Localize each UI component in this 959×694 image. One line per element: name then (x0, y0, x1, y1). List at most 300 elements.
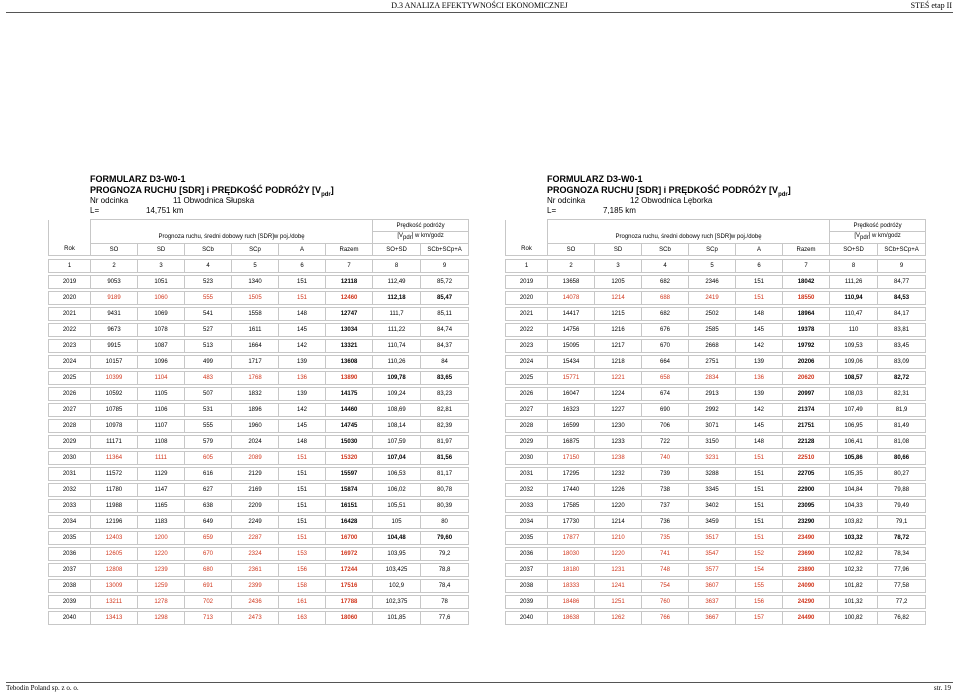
table-cell: 16151 (326, 500, 373, 513)
year-cell: 2032 (49, 484, 91, 497)
table-cell: 107,59 (373, 436, 421, 449)
table-cell: 85,47 (421, 292, 469, 305)
table-row (506, 276, 926, 289)
traffic-table (505, 219, 926, 625)
header-empty-cell (49, 220, 91, 232)
table-cell: 682 (642, 276, 689, 289)
table-cell: 1220 (138, 548, 185, 561)
table-cell: 18042 (783, 276, 830, 289)
table-row (49, 612, 469, 625)
section-length-row (48, 206, 468, 216)
table-cell: 76,82 (878, 612, 926, 625)
column-header: SCb+SCp+A (421, 244, 469, 256)
table-cell: 103,95 (373, 548, 421, 561)
table-cell: 19792 (783, 340, 830, 353)
table-cell: 2346 (689, 276, 736, 289)
table-cell: 78,8 (421, 564, 469, 577)
table-cell: 145 (736, 420, 783, 433)
table-cell: 82,72 (878, 372, 926, 385)
column-header: SO (91, 244, 138, 256)
table-cell: 82,39 (421, 420, 469, 433)
table-cell: 151 (279, 292, 326, 305)
table-cell: 1960 (232, 420, 279, 433)
table-row (506, 356, 926, 369)
year-cell: 2035 (49, 532, 91, 545)
table-row (49, 452, 469, 465)
table-cell: 16700 (326, 532, 373, 545)
table-cell: 1340 (232, 276, 279, 289)
table-cell: 163 (279, 612, 326, 625)
table-cell: 2249 (232, 516, 279, 529)
year-cell: 2038 (49, 580, 91, 593)
year-cell: 2032 (506, 484, 548, 497)
table-row (506, 292, 926, 305)
table-cell: 157 (736, 612, 783, 625)
table-row (506, 564, 926, 577)
year-cell: 2037 (49, 564, 91, 577)
table-cell: 108,69 (373, 404, 421, 417)
year-cell: 2030 (506, 452, 548, 465)
table-cell: 14745 (326, 420, 373, 433)
table-cell: 2502 (689, 308, 736, 321)
table-cell: 638 (185, 500, 232, 513)
year-cell: 2033 (506, 500, 548, 513)
header-row-names (506, 244, 926, 256)
year-cell: 2023 (506, 340, 548, 353)
table-cell: 81,97 (421, 436, 469, 449)
form-title-sdr: SDR (639, 185, 659, 195)
form-title-part: ] i PRĘDKOŚĆ PODRÓŻY [ (201, 185, 316, 195)
table-cell: 13034 (326, 324, 373, 337)
table-cell: 84,53 (878, 292, 926, 305)
column-header: A (736, 244, 783, 256)
table-cell: 151 (736, 292, 783, 305)
unit-part: [V (854, 233, 861, 240)
year-cell: 2038 (506, 580, 548, 593)
table-cell: 14417 (548, 308, 595, 321)
table-cell: 151 (736, 484, 783, 497)
unit-part: ] w km/godz (868, 233, 901, 240)
table-cell: 3231 (689, 452, 736, 465)
table-row (506, 452, 926, 465)
year-cell: 2040 (506, 612, 548, 625)
table-cell: 741 (642, 548, 689, 561)
table-cell: 139 (736, 388, 783, 401)
table-cell: 103,425 (373, 564, 421, 577)
table-row (49, 580, 469, 593)
form-title-part: ] i PRĘDKOŚĆ PODRÓŻY [ (658, 185, 773, 195)
year-cell: 2037 (506, 564, 548, 577)
year-cell: 2029 (506, 436, 548, 449)
table-cell: 82,31 (878, 388, 926, 401)
table-cell: 20997 (783, 388, 830, 401)
section-number-label: Nr odcinka (90, 196, 129, 205)
unit-part: [V (397, 233, 404, 240)
table-cell: 145 (736, 324, 783, 337)
year-cell: 2024 (49, 356, 91, 369)
table-cell: 136 (279, 372, 326, 385)
column-header: SCp (689, 244, 736, 256)
column-number: 8 (830, 260, 878, 273)
section-length-label: L= (547, 206, 557, 215)
table-cell: 1251 (595, 596, 642, 609)
table-cell: 77,58 (878, 580, 926, 593)
table-cell: 527 (185, 324, 232, 337)
table-cell: 3071 (689, 420, 736, 433)
table-cell: 13413 (91, 612, 138, 625)
table-cell: 2585 (689, 324, 736, 337)
table-cell: 108,14 (373, 420, 421, 433)
form-title-v: V (315, 185, 322, 195)
table-cell: 105,35 (830, 468, 878, 481)
table-cell: 1147 (138, 484, 185, 497)
unit-part: ] w km/godz (411, 233, 444, 240)
table-cell: 1078 (138, 324, 185, 337)
section-length-label: L= (90, 206, 100, 215)
table-cell: 1230 (595, 420, 642, 433)
table-cell: 139 (279, 388, 326, 401)
form-title (505, 185, 925, 196)
table-cell: 2419 (689, 292, 736, 305)
table-cell: 616 (185, 468, 232, 481)
unit-sub: pdr (403, 235, 412, 242)
year-cell: 2034 (506, 516, 548, 529)
table-row (506, 596, 926, 609)
table-cell: 151 (736, 452, 783, 465)
table-cell: 1259 (138, 580, 185, 593)
table-cell: 101,85 (373, 612, 421, 625)
table-cell: 82,81 (421, 404, 469, 417)
table-cell: 736 (642, 516, 689, 529)
form-title-sub: pdr (321, 191, 331, 198)
table-cell: 1231 (595, 564, 642, 577)
header-speed-unit (830, 232, 926, 244)
table-cell: 21751 (783, 420, 830, 433)
table-cell: 145 (279, 420, 326, 433)
table-cell: 2436 (232, 596, 279, 609)
table-cell: 659 (185, 532, 232, 545)
table-cell: 15030 (326, 436, 373, 449)
table-cell: 1051 (138, 276, 185, 289)
table-cell: 139 (736, 356, 783, 369)
column-header: Razem (783, 244, 830, 256)
table-cell: 1558 (232, 308, 279, 321)
table-cell: 151 (279, 468, 326, 481)
table-row (49, 532, 469, 545)
table-cell: 3577 (689, 564, 736, 577)
column-header-rok: Rok (506, 244, 548, 256)
table-cell: 1165 (138, 500, 185, 513)
table-cell: 541 (185, 308, 232, 321)
table-cell: 2992 (689, 404, 736, 417)
table-cell: 13321 (326, 340, 373, 353)
table-cell: 18030 (548, 548, 595, 561)
table-cell: 13890 (326, 372, 373, 385)
section-number-row (48, 196, 468, 206)
table-cell: 19378 (783, 324, 830, 337)
table-cell: 1216 (595, 324, 642, 337)
table-row (49, 308, 469, 321)
table-cell: 15095 (548, 340, 595, 353)
table-row (506, 612, 926, 625)
table-cell: 109,06 (830, 356, 878, 369)
table-cell: 79,88 (878, 484, 926, 497)
table-cell: 737 (642, 500, 689, 513)
year-cell: 2028 (506, 420, 548, 433)
table-cell: 84,74 (421, 324, 469, 337)
table-cell: 102,32 (830, 564, 878, 577)
table-cell: 2751 (689, 356, 736, 369)
table-cell: 151 (736, 468, 783, 481)
table-row (49, 356, 469, 369)
table-cell: 78,4 (421, 580, 469, 593)
table-cell: 664 (642, 356, 689, 369)
table-cell: 17877 (548, 532, 595, 545)
table-cell: 513 (185, 340, 232, 353)
table-cell: 151 (279, 452, 326, 465)
year-cell: 2031 (49, 468, 91, 481)
page-header-title: D.3 ANALIZA EFEKTYWNOŚCI EKONOMICZNEJ (391, 1, 568, 10)
table-cell: 2129 (232, 468, 279, 481)
table-cell: 1298 (138, 612, 185, 625)
table-cell: 676 (642, 324, 689, 337)
table-cell: 139 (279, 356, 326, 369)
table-cell: 16047 (548, 388, 595, 401)
table-cell: 670 (642, 340, 689, 353)
column-number: 7 (326, 260, 373, 273)
column-number: 5 (689, 260, 736, 273)
year-cell: 2021 (506, 308, 548, 321)
year-cell: 2036 (49, 548, 91, 561)
table-cell: 155 (736, 580, 783, 593)
table-cell: 748 (642, 564, 689, 577)
table-cell: 77,2 (878, 596, 926, 609)
table-cell: 102,82 (830, 548, 878, 561)
table-cell: 18964 (783, 308, 830, 321)
header-divider (6, 12, 953, 13)
table-cell: 11988 (91, 500, 138, 513)
table-cell: 107,04 (373, 452, 421, 465)
table-cell: 18486 (548, 596, 595, 609)
table-cell: 3517 (689, 532, 736, 545)
table-cell: 555 (185, 420, 232, 433)
year-cell: 2019 (49, 276, 91, 289)
table-cell: 1111 (138, 452, 185, 465)
footer-divider (6, 682, 953, 683)
table-cell: 142 (279, 404, 326, 417)
table-cell: 105,86 (830, 452, 878, 465)
table-row (49, 516, 469, 529)
table-cell: 23890 (783, 564, 830, 577)
table-cell: 17440 (548, 484, 595, 497)
table-cell: 2668 (689, 340, 736, 353)
table-cell: 1217 (595, 340, 642, 353)
table-cell: 1104 (138, 372, 185, 385)
form-title (48, 185, 468, 196)
table-cell: 754 (642, 580, 689, 593)
section-length-value: 7,185 km (603, 206, 636, 215)
table-cell: 1105 (138, 388, 185, 401)
table-cell: 1129 (138, 468, 185, 481)
table-cell: 22510 (783, 452, 830, 465)
table-cell: 109,24 (373, 388, 421, 401)
table-cell: 151 (279, 484, 326, 497)
table-cell: 142 (736, 404, 783, 417)
header-forecast-label: Prognoza ruchu, średni dobowy ruch [SDR]w poj./dobę (91, 232, 373, 244)
table-row (49, 484, 469, 497)
column-number: 2 (91, 260, 138, 273)
table-cell: 15771 (548, 372, 595, 385)
table-cell: 1218 (595, 356, 642, 369)
table-cell: 158 (279, 580, 326, 593)
column-header-rok: Rok (49, 244, 91, 256)
table-cell: 20620 (783, 372, 830, 385)
form-title-part: ] (330, 185, 334, 195)
column-header: SO+SD (830, 244, 878, 256)
header-empty-cell (506, 232, 548, 244)
column-number: 8 (373, 260, 421, 273)
year-cell: 2027 (49, 404, 91, 417)
table-cell: 1060 (138, 292, 185, 305)
table-cell: 148 (736, 436, 783, 449)
table-cell: 151 (279, 516, 326, 529)
table-cell: 81,08 (878, 436, 926, 449)
table-cell: 13211 (91, 596, 138, 609)
header-speed-unit (373, 232, 469, 244)
table-cell: 1096 (138, 356, 185, 369)
table-cell: 104,33 (830, 500, 878, 513)
table-cell: 1262 (595, 612, 642, 625)
table-cell: 81,56 (421, 452, 469, 465)
header-empty-cell (91, 220, 373, 232)
table-cell: 22705 (783, 468, 830, 481)
table-cell: 3637 (689, 596, 736, 609)
table-cell: 22900 (783, 484, 830, 497)
table-cell: 1183 (138, 516, 185, 529)
table-cell: 2473 (232, 612, 279, 625)
year-cell: 2035 (506, 532, 548, 545)
table-cell: 9189 (91, 292, 138, 305)
column-number-row (506, 260, 926, 273)
table-cell: 1210 (595, 532, 642, 545)
table-cell: 702 (185, 596, 232, 609)
table-cell: 77,96 (878, 564, 926, 577)
table-cell: 531 (185, 404, 232, 417)
table-cell: 85,11 (421, 308, 469, 321)
table-row (506, 468, 926, 481)
form-title-part: PROGNOZA RUCHU [ (547, 185, 640, 195)
table-cell: 83,45 (878, 340, 926, 353)
column-number: 9 (878, 260, 926, 273)
table-cell: 1896 (232, 404, 279, 417)
table-cell: 101,82 (830, 580, 878, 593)
table-cell: 3667 (689, 612, 736, 625)
table-cell: 23095 (783, 500, 830, 513)
table-cell: 680 (185, 564, 232, 577)
header-row-1 (49, 220, 469, 232)
table-cell: 1224 (595, 388, 642, 401)
table-cell: 79,2 (421, 548, 469, 561)
table-cell: 1232 (595, 468, 642, 481)
form-section-right (505, 174, 925, 625)
column-header: SCb+SCp+A (878, 244, 926, 256)
table-cell: 483 (185, 372, 232, 385)
year-cell: 2024 (506, 356, 548, 369)
table-cell: 1239 (138, 564, 185, 577)
header-speed-label: Prędkość podróży (373, 220, 469, 232)
table-cell: 2024 (232, 436, 279, 449)
column-header: Razem (326, 244, 373, 256)
table-cell: 760 (642, 596, 689, 609)
table-cell: 523 (185, 276, 232, 289)
table-cell: 1717 (232, 356, 279, 369)
table-cell: 1205 (595, 276, 642, 289)
table-cell: 84,37 (421, 340, 469, 353)
table-cell: 151 (736, 500, 783, 513)
table-cell: 2324 (232, 548, 279, 561)
table-cell: 16972 (326, 548, 373, 561)
column-number: 1 (49, 260, 91, 273)
table-cell: 24290 (783, 596, 830, 609)
table-row (49, 388, 469, 401)
table-cell: 682 (642, 308, 689, 321)
table-cell: 83,23 (421, 388, 469, 401)
table-cell: 151 (736, 276, 783, 289)
table-cell: 85,72 (421, 276, 469, 289)
table-row (506, 388, 926, 401)
table-cell: 18638 (548, 612, 595, 625)
table-row (49, 340, 469, 353)
table-cell: 18060 (326, 612, 373, 625)
table-cell: 104,84 (830, 484, 878, 497)
table-cell: 1505 (232, 292, 279, 305)
year-cell: 2030 (49, 452, 91, 465)
table-cell: 16323 (548, 404, 595, 417)
table-cell: 649 (185, 516, 232, 529)
table-row (49, 372, 469, 385)
table-cell: 688 (642, 292, 689, 305)
table-cell: 12808 (91, 564, 138, 577)
table-row (506, 580, 926, 593)
year-cell: 2034 (49, 516, 91, 529)
table-row (506, 372, 926, 385)
table-cell: 84,17 (878, 308, 926, 321)
table-row (49, 596, 469, 609)
year-cell: 2026 (49, 388, 91, 401)
table-row (506, 548, 926, 561)
table-cell: 80,39 (421, 500, 469, 513)
year-cell: 2027 (506, 404, 548, 417)
year-cell: 2021 (49, 308, 91, 321)
table-row (49, 276, 469, 289)
header-empty-cell (506, 220, 548, 232)
table-cell: 110,47 (830, 308, 878, 321)
table-cell: 105,51 (373, 500, 421, 513)
table-cell: 1226 (595, 484, 642, 497)
table-cell: 1221 (595, 372, 642, 385)
table-cell: 17244 (326, 564, 373, 577)
table-cell: 17730 (548, 516, 595, 529)
table-cell: 83,09 (878, 356, 926, 369)
table-row (49, 324, 469, 337)
table-cell: 81,17 (421, 468, 469, 481)
form-title-sub: pdr (778, 191, 788, 198)
table-cell: 111,22 (373, 324, 421, 337)
table-cell: 148 (279, 436, 326, 449)
table-cell: 84 (421, 356, 469, 369)
year-cell: 2036 (506, 548, 548, 561)
table-cell: 1233 (595, 436, 642, 449)
